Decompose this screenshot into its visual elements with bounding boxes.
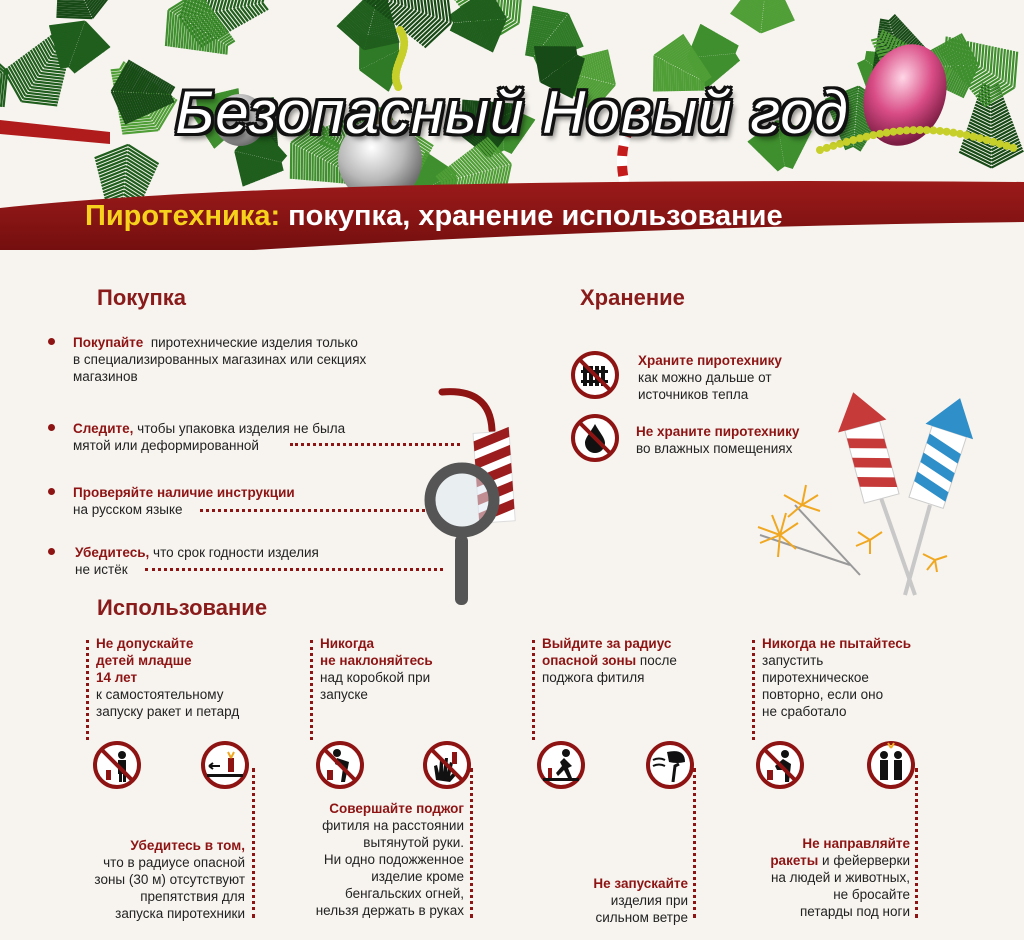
- rockets-sparklers-illustration: [740, 385, 1010, 605]
- usage-rule-6-line-4: изделие кроме: [371, 869, 464, 884]
- usage-rule-6: [264, 800, 464, 919]
- purchase-item-3-bold: Проверяйте наличие инструкции: [73, 485, 295, 500]
- usage-rule-6-line-1: фитиля на расстоянии: [322, 818, 464, 833]
- purchase-item-4-line-1: что срок годности изделия: [153, 545, 319, 560]
- usage-rule-3-bold-1: Выйдите за радиус: [542, 636, 672, 651]
- usage-rule-6-bold-1: Совершайте поджог: [329, 801, 464, 816]
- usage-rule-1-bold-1: Не допускайте: [96, 636, 194, 651]
- connector-line: [693, 768, 696, 918]
- connector-line: [86, 640, 89, 740]
- water-drop-prohibited-icon: [570, 413, 620, 463]
- usage-rule-5: [45, 837, 245, 922]
- storage-item-2-line-1: во влажных помещениях: [636, 441, 793, 456]
- running-away-icon: [536, 740, 586, 790]
- connector-line: [310, 640, 313, 740]
- radiator-prohibited-icon: [570, 350, 620, 400]
- usage-rule-8-bold-1: Не направляйте: [802, 836, 910, 851]
- usage-rule-2-line-1: над коробкой при: [320, 670, 431, 685]
- connector-line: [532, 640, 535, 740]
- usage-rule-6-line-3: Ни одно подожженное: [323, 852, 464, 867]
- purchase-item-4-line-2: не истёк: [75, 562, 128, 577]
- usage-rule-2-bold-1: Никогда: [320, 636, 375, 651]
- usage-rule-2-line-2: запуске: [320, 687, 368, 702]
- usage-rule-5-bold-1: Убедитесь в том,: [130, 838, 245, 853]
- purchase-item-2-line-1: чтобы упаковка изделия не была: [137, 421, 346, 436]
- magnifier-firecracker-illustration: [420, 380, 530, 610]
- purchase-title: Покупка: [97, 285, 187, 310]
- purchase-item-1-line-1: пиротехнические изделия только: [150, 335, 358, 350]
- people-icon: [866, 740, 916, 790]
- usage-rule-6-line-6: нельзя держать в руках: [315, 903, 464, 918]
- purchase-item-2-line-2: мятой или деформированной: [73, 438, 259, 453]
- connector-line: [915, 768, 918, 918]
- usage-rule-8-line-3: петарды под ноги: [799, 904, 910, 919]
- connector-line: [252, 768, 255, 918]
- purchase-item-1-bold: Покупайте: [73, 335, 144, 350]
- wind-tree-icon: [645, 740, 695, 790]
- connector-line: [145, 568, 443, 571]
- usage-rule-7: [488, 875, 688, 926]
- child-prohibited-icon: [92, 740, 142, 790]
- purchase-item-2-bold: Следите,: [73, 421, 134, 436]
- usage-rule-4-line-2: пиротехническое: [762, 670, 869, 685]
- storage-item-1-line-1: как можно дальше от: [638, 370, 772, 385]
- bullet: [48, 548, 55, 555]
- usage-rule-4-line-1: запустить: [762, 653, 824, 668]
- purchase-item-1-line-3: магазинов: [73, 369, 138, 384]
- storage-item-2-bold: Не храните пиротехнику: [636, 424, 800, 439]
- usage-rule-5-line-4: запуска пиротехники: [115, 906, 245, 921]
- usage-rule-3: [542, 635, 732, 686]
- usage-rule-5-line-1: что в радиусе опасной: [103, 855, 245, 870]
- purchase-item-4-bold: Убедитесь,: [75, 545, 150, 560]
- usage-rule-5-line-2: зоны (30 м) отсутствуют: [94, 872, 245, 887]
- usage-rule-4-line-3: повторно, если оно: [762, 687, 884, 702]
- usage-title: Использование: [97, 595, 268, 620]
- usage-rule-8-line-2: не бросайте: [833, 887, 910, 902]
- usage-rule-3-inline: после: [636, 653, 677, 668]
- usage-rule-6-line-2: вытянутой руки.: [363, 835, 464, 850]
- usage-rule-1-line-1: к самостоятельному: [96, 687, 224, 702]
- hand-firework-prohibited-icon: [422, 740, 472, 790]
- purchase-item-3: [73, 484, 393, 518]
- purchase-item-1-line-2: в специализированных магазинах или секциях: [73, 352, 367, 367]
- distance-icon: [200, 740, 250, 790]
- usage-rule-5-line-3: препятствия для: [140, 889, 245, 904]
- bullet: [48, 488, 55, 495]
- page-title: Безопасный Новый год: [175, 79, 849, 146]
- purchase-item-2: [73, 420, 393, 454]
- connector-line: [200, 509, 425, 512]
- usage-rule-3-bold-2: опасной зоны: [542, 653, 637, 668]
- usage-rule-4: [762, 635, 962, 720]
- bullet: [48, 424, 55, 431]
- usage-rule-7-line-1: изделия при: [610, 893, 688, 908]
- relight-prohibited-icon: [755, 740, 805, 790]
- usage-rule-8-line-1: на людей и животных,: [770, 870, 910, 885]
- usage-rule-8: [706, 835, 910, 920]
- purchase-item-4: [75, 544, 395, 578]
- subtitle-rest: покупка, хранение использование: [280, 200, 783, 232]
- usage-rule-3-line-1: поджога фитиля: [542, 670, 645, 685]
- usage-rule-8-inline: и фейерверки: [818, 853, 910, 868]
- connector-line: [752, 640, 755, 740]
- usage-rule-1-line-2: запуску ракет и петард: [96, 704, 240, 719]
- connector-line: [470, 768, 473, 918]
- usage-rule-8-bold-2: ракеты: [770, 853, 819, 868]
- usage-rule-4-line-4: не сработало: [762, 704, 847, 719]
- usage-rule-1-bold-3: 14 лет: [96, 670, 138, 685]
- usage-rule-1-bold-2: детей младше: [96, 653, 192, 668]
- usage-rule-2-bold-2: не наклоняйтесь: [320, 653, 433, 668]
- purchase-item-1: [73, 334, 413, 385]
- purchase-item-3-line-1: на русском языке: [73, 502, 183, 517]
- usage-rule-7-bold-1: Не запускайте: [593, 876, 688, 891]
- usage-rule-6-line-5: бенгальских огней,: [345, 886, 464, 901]
- storage-title: Хранение: [580, 285, 685, 310]
- subtitle: [85, 200, 783, 233]
- usage-rule-2: [320, 635, 500, 703]
- usage-rule-7-line-2: сильном ветре: [595, 910, 688, 925]
- bullet: [48, 338, 55, 345]
- subtitle-accent: Пиротехника:: [85, 200, 281, 232]
- usage-rule-4-bold-1: Никогда не пытайтесь: [762, 636, 912, 651]
- storage-item-1-line-2: источников тепла: [638, 387, 749, 402]
- storage-item-1-bold: Храните пиротехнику: [638, 353, 782, 368]
- usage-rule-1: [96, 635, 296, 720]
- leaning-prohibited-icon: [315, 740, 365, 790]
